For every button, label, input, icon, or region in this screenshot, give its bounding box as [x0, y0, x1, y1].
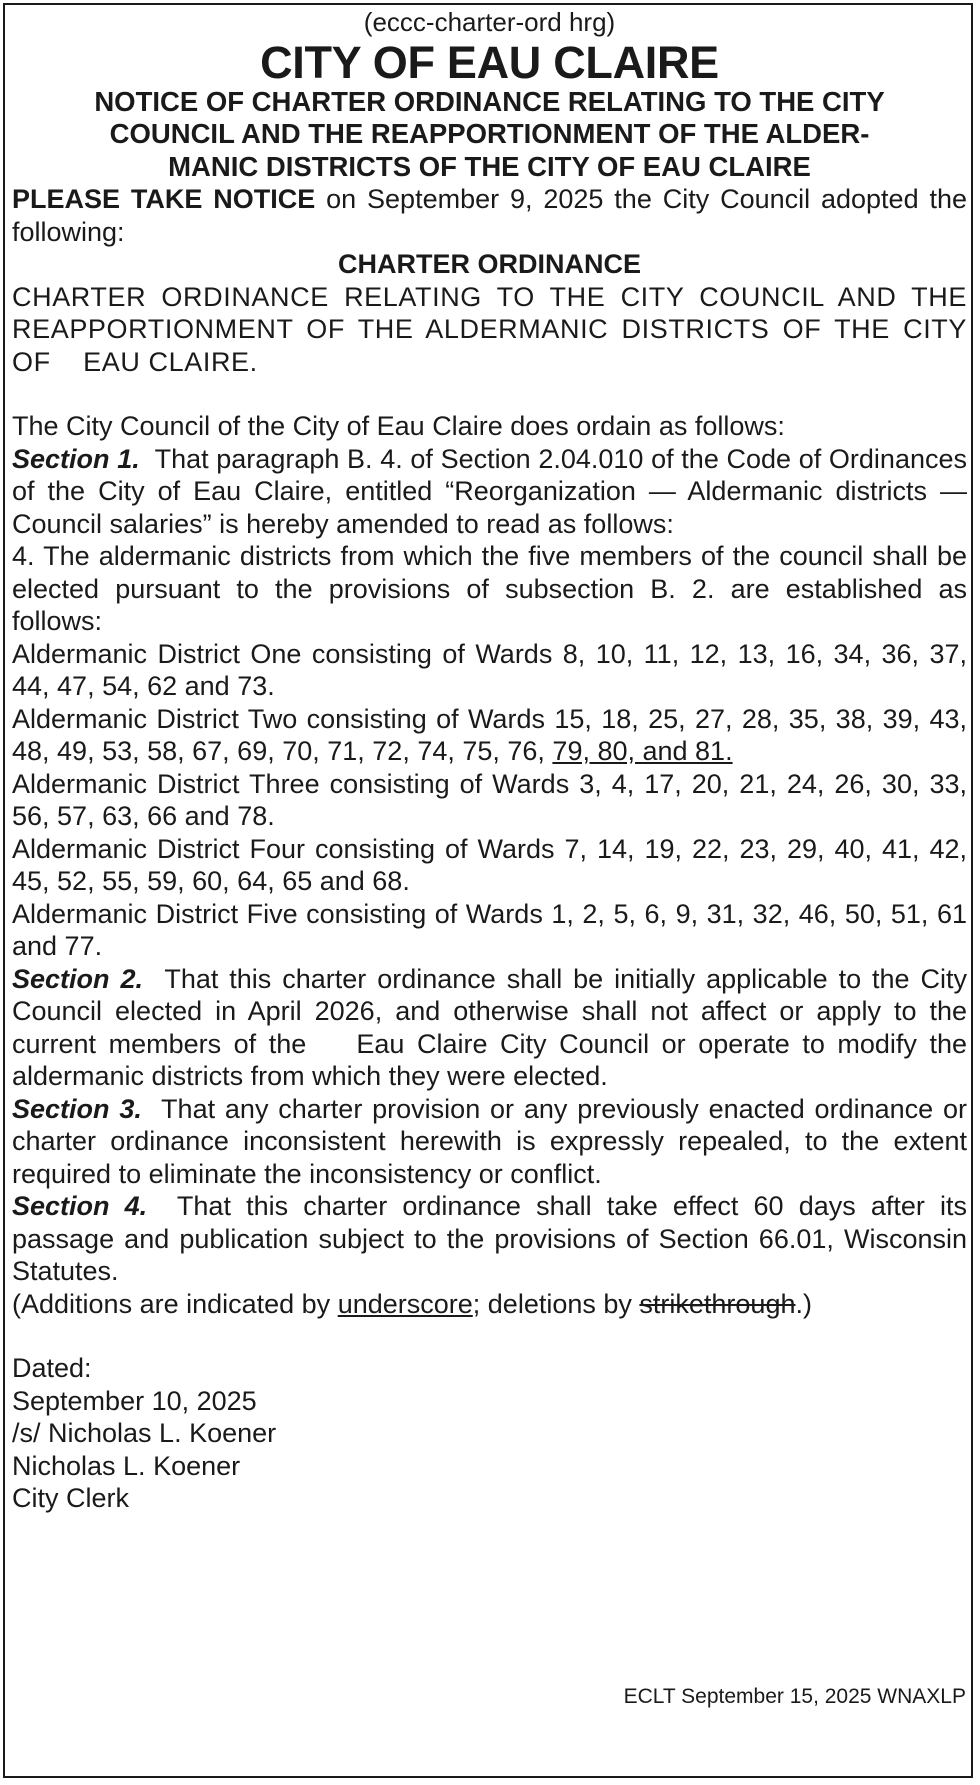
section-4-text: That this charter ordinance shall take effect 60 days after its passage and publication subject to the provisions of Section 66.01, Wisconsin Statutes. [12, 1191, 975, 1286]
ordain-statement: The City Council of the City of Eau Claire does ordain as follows: [12, 411, 785, 441]
section-4-label: Section 4. [12, 1191, 148, 1221]
district-one: Aldermanic District One consisting of Wards 8, 10, 11, 12, 13, 16, 34, 36, 37, 44, 47, 54, 62 and 73. [12, 638, 967, 701]
legend-strikethrough: strikethrough [639, 1288, 796, 1319]
district-four: Aldermanic District Four consisting of Wards 7, 14, 19, 22, 23, 29, 40, 41, 42, 45, 52, 55, 59, 60, 64, 65 and 68. [12, 833, 967, 896]
legend-prefix: (Additions are indicated by [12, 1288, 338, 1319]
section-3 [12, 1093, 975, 1191]
ordinance-title: CHARTER ORDINANCE RELATING TO THE CITY COUNCIL AND THE REAPPORTIONMENT OF THE ALDERMANIC DISTRICTS OF THE CITY OF EAU CLAIRE. [12, 281, 976, 377]
district-five: Aldermanic District Five consisting of Wards 1, 2, 5, 6, 9, 31, 32, 46, 50, 51, 61 and 77. [12, 898, 967, 961]
legend-underscore: underscore [337, 1288, 473, 1319]
district-two [12, 703, 967, 768]
paragraph-4: 4. The aldermanic districts from which the five members of the council shall be elected pursuant to the provisions of subsection B. 2. are established as follows: [12, 541, 967, 636]
notice-heading-line-2: COUNCIL AND THE REAPPORTIONMENT OF THE ALDER- [109, 118, 870, 149]
district-two-additions: 79, 80, and 81. [552, 736, 733, 766]
section-2-label: Section 2. [12, 963, 143, 994]
spacer [12, 1320, 967, 1352]
district-three: Aldermanic District Three consisting of Wards 3, 4, 17, 20, 21, 24, 26, 30, 33, 56, 57, 63, 66 and 78. [12, 768, 967, 831]
section-2 [12, 963, 975, 1093]
section-1-label: Section 1. [12, 443, 140, 474]
notice-title: CITY OF EAU CLAIRE [260, 36, 719, 88]
intro-bold: PLEASE TAKE NOTICE [12, 184, 316, 214]
legend-middle: ; deletions by [472, 1288, 640, 1319]
publication-line: ECLT September 15, 2025 WNAXLP [623, 1685, 966, 1708]
signer-title: City Clerk [12, 1483, 130, 1513]
legal-notice [12, 6, 976, 1515]
section-1 [12, 443, 975, 541]
markup-legend [12, 1288, 967, 1321]
dated-value: September 10, 2025 [12, 1385, 257, 1416]
section-2-text: That this charter ordinance shall be initially applicable to the City Council elected in April 2026, and otherwise shall not affect or apply to the current members of the Eau Claire City Council or operate to modify the aldermanic districts from which they were elected. [12, 963, 975, 1091]
legend-suffix: .) [795, 1288, 812, 1319]
intro-paragraph [12, 183, 967, 248]
intro-text: on September 9, 2025 the City Council adopted the following: [12, 184, 967, 247]
notice-heading-line-3: MANIC DISTRICTS OF THE CITY OF EAU CLAIRE [168, 150, 811, 182]
signature: /s/ Nicholas L. Koener [12, 1418, 277, 1448]
ordinance-heading: CHARTER ORDINANCE [338, 249, 641, 279]
notice-tag: (eccc-charter-ord hrg) [363, 7, 616, 37]
dated-label: Dated: [12, 1353, 92, 1383]
district-two-text: Aldermanic District Two consisting of Wards 15, 18, 25, 27, 28, 35, 38, 39, 43, 48, 49, 53, 58, 67, 69, 70, 71, 72, 74, 75, 76, [12, 703, 967, 766]
signer-name: Nicholas L. Koener [12, 1450, 241, 1481]
section-3-text: That any charter provision or any previously enacted ordinance or charter ordinance inconsistent herewith is expressly repealed, to the extent required to eliminate the inconsistency or conflict. [12, 1093, 975, 1189]
notice-heading-line-1: NOTICE OF CHARTER ORDINANCE RELATING TO THE CITY [94, 85, 885, 117]
section-3-label: Section 3. [12, 1093, 142, 1124]
section-1-text: That paragraph B. 4. of Section 2.04.010 of the Code of Ordinances of the City of Eau Claire, entitled “Reorganization — Aldermanic districts — Council salaries” is hereby amended to read as follows: [12, 443, 975, 539]
section-4 [12, 1190, 975, 1288]
spacer [12, 378, 967, 410]
